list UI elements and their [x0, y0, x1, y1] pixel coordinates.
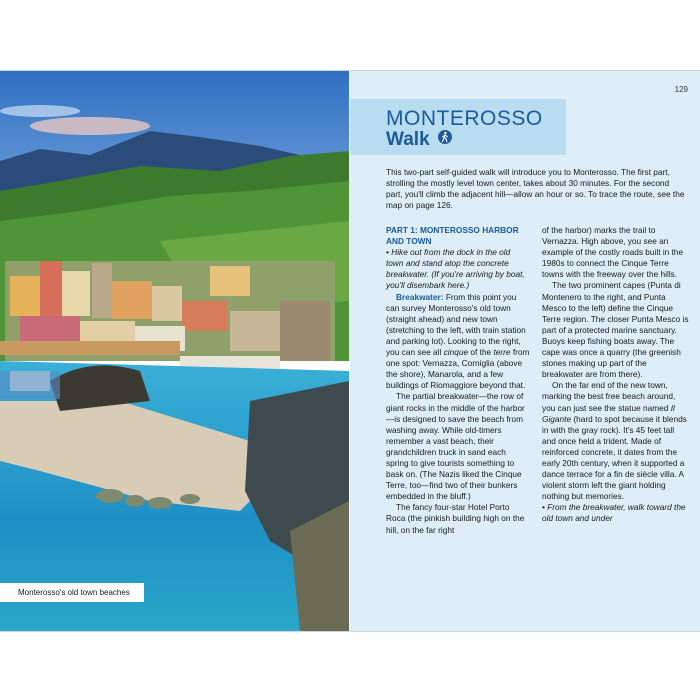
trail-paragraph: of the harbor) marks the trail to Vernazza. High above, you see an example of the costly roads built in the 1980s to connect the Cinque Terre towns with the freeway over the hills.	[542, 225, 684, 280]
bullet-instruction-2: • From the breakwater, walk toward the old town and under	[542, 502, 686, 524]
page-title-line2: Walk	[386, 129, 430, 150]
breakwater-paragraph-2: The partial breakwater—the row of giant rocks in the middle of the harbor—is designed to save the beach from washing away. While old-timers remember a vast beach, their grandchildren truck in sand each spring to give tourists something to bask on. (The Nazis liked the Cinque Terre, too—find two of their bunkers embedded in the bluff.)	[386, 391, 525, 502]
capes-paragraph: The two prominent capes (Punta di Montenero to the right, and Punta Mesco to the left) define the Cinque Terre region. The closer Punta Mesco is part of a protected marine sanctuary. Buoys keep fishing boats away. The cape was once a quarry (the greenish stones making up part of the breakwater are from there).	[542, 280, 689, 380]
monterosso-photo	[0, 71, 349, 631]
column-left	[386, 225, 530, 536]
photo-caption: Monterosso's old town beaches	[0, 583, 144, 602]
part1-heading: PART 1: MONTEROSSO HARBOR AND TOWN	[386, 225, 519, 247]
breakwater-paragraph: Breakwater: From this point you can survey Monterosso's old town (straight ahead) and new town (stretching to the left, with train station and parking lot). Looking to the right, you can see all cinque of the terre from one spot: Vernazza, Corniglia (above the shore), Manarola, and a few buildings of Riomaggiore beyond that.	[386, 291, 530, 391]
photo-illustration	[0, 71, 349, 631]
walking-person-icon	[438, 130, 452, 144]
hotel-paragraph: The fancy four-star Hotel Porto Roca (the pinkish building high on the hill, on the far right	[386, 502, 525, 535]
bullet-instruction-1: • Hike out from the dock in the old town and stand atop the concrete breakwater. (If you're arriving by boat, you'll disembark here.)	[386, 247, 525, 291]
text-page	[350, 71, 700, 631]
page-number: 129	[674, 85, 688, 94]
book-spread	[0, 70, 700, 632]
gigante-paragraph: On the far end of the new town, marking the best free beach around, you can just see the statue named Il Gigante (hard to spot because it blends in with the gray rock). It's 45 feet tall and once held a trident. Made of reinforced concrete, it dates from the early 20th century, when it supported a dance terrace for a fin de siècle villa. A violent storm left the giant holding nothing but memories.	[542, 380, 687, 502]
breakwater-label: Breakwater:	[396, 291, 444, 302]
column-right	[542, 225, 690, 525]
intro-paragraph: This two-part self-guided walk will introduce you to Monterosso. The first part, strolling the mostly level town center, takes about 30 minutes. For the second part, you'll climb the adjacent hill—allow an hour or so. To trace the route, see the map on page 126.	[386, 167, 685, 211]
page-title-line1: MONTEROSSO	[386, 107, 543, 130]
